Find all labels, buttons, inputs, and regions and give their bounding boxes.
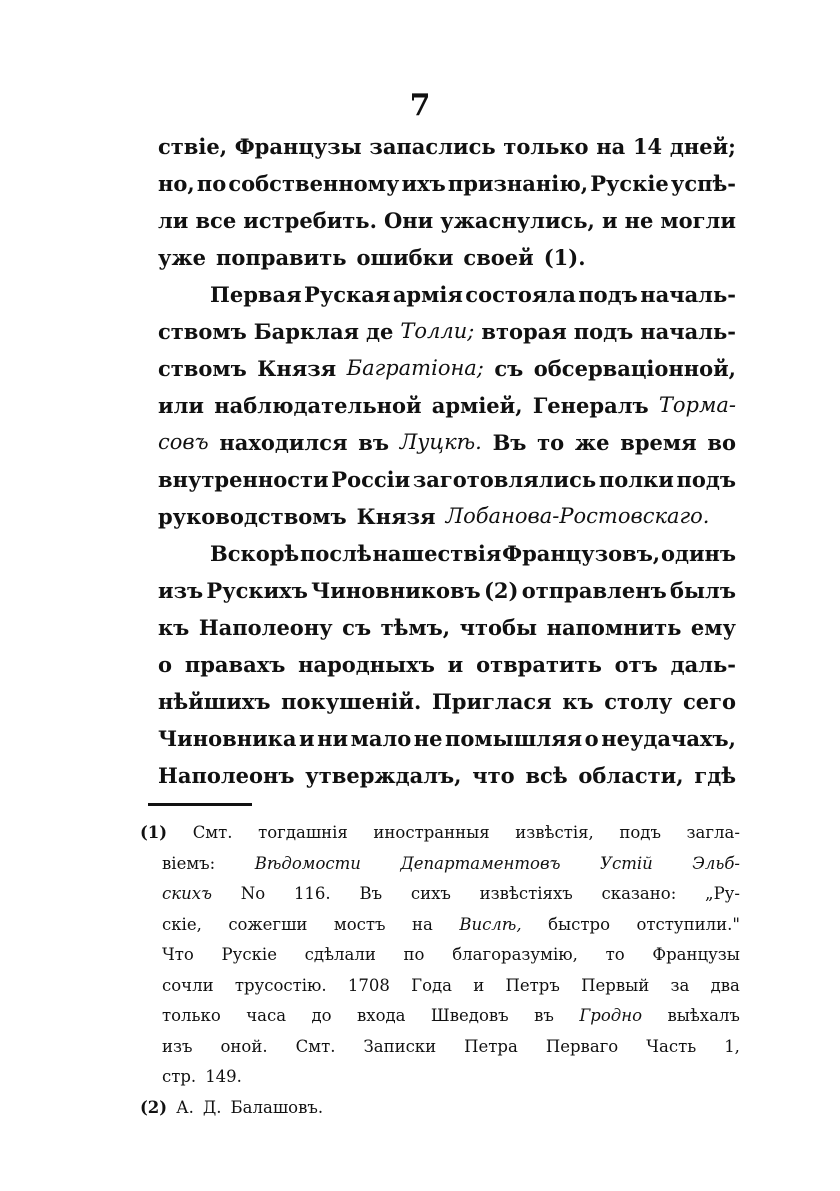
- body-word: Наполеону: [198, 615, 333, 640]
- body-word: могли: [660, 208, 736, 233]
- body-word: изъ: [158, 578, 204, 603]
- body-word: признанію,: [447, 171, 589, 196]
- body-word: (2): [483, 578, 519, 603]
- body-line: [158, 646, 736, 683]
- body-word: тѣмъ,: [380, 615, 451, 640]
- footnote-word: сочли: [162, 975, 214, 995]
- body-word: одинъ: [660, 541, 736, 566]
- body-word: Первая: [210, 282, 302, 307]
- body-word: 14: [632, 134, 663, 159]
- footnote-word: Смт.: [192, 823, 233, 842]
- footnote-line: [140, 879, 740, 910]
- page-number: 7: [409, 88, 431, 123]
- body-word: области,: [578, 763, 684, 788]
- footnote-line: [140, 818, 740, 849]
- body-word: ствіе,: [158, 134, 228, 159]
- footnote-word: Смт.: [295, 1036, 336, 1056]
- body-word: и: [601, 208, 618, 233]
- body-line: [158, 128, 736, 165]
- footnote-word: Балашовъ.: [230, 1097, 324, 1117]
- body-word: Россіи: [331, 467, 411, 492]
- body-line: [158, 202, 736, 239]
- body-word: только: [503, 134, 589, 159]
- body-word: ихъ: [401, 171, 446, 196]
- body-word: Чиновника: [158, 726, 297, 751]
- footnote-word: сказано:: [601, 884, 677, 903]
- body-word: напомнить: [546, 615, 682, 640]
- body-word: де: [366, 319, 394, 344]
- footnote-word: въ: [534, 1006, 554, 1025]
- body-word: въ: [358, 430, 389, 455]
- body-word: ни: [317, 726, 349, 751]
- footnote-word: стр.: [162, 1067, 197, 1086]
- body-word: утверждалъ,: [305, 763, 462, 788]
- body-word: Французовъ,: [502, 541, 661, 566]
- footnote-word: Шведовъ: [430, 1006, 509, 1025]
- body-word: даль-: [670, 652, 736, 677]
- footnote-word: и: [473, 975, 485, 995]
- body-word: Вскорѣ: [210, 541, 300, 566]
- body-word: началь-: [640, 282, 736, 307]
- footnote-word: по: [403, 945, 425, 964]
- body-word: о: [584, 726, 599, 751]
- body-word: дней;: [669, 134, 736, 159]
- body-word: Рускіе: [590, 171, 669, 196]
- footnote-word: быстро: [548, 914, 611, 934]
- body-word: мало: [350, 726, 412, 751]
- body-word: своей: [463, 245, 534, 270]
- body-word: и: [298, 726, 315, 751]
- footnote-line: [140, 1062, 740, 1093]
- body-word: уже: [158, 245, 207, 270]
- body-word: началь-: [640, 319, 736, 344]
- footnote-word: Что: [162, 945, 194, 964]
- body-word: народныхъ: [298, 652, 435, 677]
- body-word: по: [196, 171, 227, 196]
- body-word: наблюдательной: [214, 393, 422, 418]
- body-word: заготовлялись: [412, 467, 597, 492]
- body-word: собственному: [228, 171, 400, 196]
- footnote-word: часа: [246, 1006, 287, 1025]
- body-word: отъ: [614, 652, 658, 677]
- footnote-word: только: [162, 1006, 221, 1025]
- body-word: и: [447, 652, 464, 677]
- body-line: [158, 535, 736, 572]
- body-word: руководствомъ: [158, 504, 347, 529]
- body-word: армія: [392, 282, 463, 307]
- body-word: но,: [158, 171, 195, 196]
- body-word: не: [624, 208, 654, 233]
- body-line: [158, 757, 736, 794]
- body-word: обсерваціонной,: [533, 356, 736, 381]
- body-word: же: [574, 430, 610, 455]
- footnote-word: No: [240, 884, 266, 903]
- body-word: Барклая: [253, 319, 360, 344]
- footnote-word: отступили.": [636, 914, 740, 934]
- body-word: Толли;: [400, 319, 475, 343]
- body-word: неудачахъ,: [601, 726, 736, 751]
- footnote-word: скіе,: [162, 914, 202, 934]
- footnote-word: Д.: [202, 1097, 222, 1117]
- body-word: о: [158, 652, 173, 677]
- body-word: Луцкѣ.: [399, 430, 482, 454]
- body-word: Багратіона;: [346, 356, 484, 380]
- footnote-word: подъ: [619, 823, 661, 842]
- body-word: столу: [604, 689, 673, 714]
- body-word: гдѣ: [694, 763, 736, 788]
- footnote-word: оной.: [220, 1036, 268, 1056]
- footnote-word: Вислѣ,: [459, 914, 522, 934]
- body-word: на: [596, 134, 626, 159]
- body-word: чтобы: [459, 615, 538, 640]
- body-word: (1).: [543, 245, 586, 270]
- footnote-word: на: [412, 914, 433, 934]
- body-word: къ: [562, 689, 594, 714]
- footnote-word: за: [670, 975, 690, 995]
- footnote-word: Французы: [652, 945, 740, 964]
- body-line: [158, 165, 736, 202]
- footnote-word: иностранныя: [373, 823, 490, 842]
- body-word: ли: [158, 208, 189, 233]
- body-word: ему: [690, 615, 736, 640]
- body-word: находился: [219, 430, 348, 455]
- body-word: Французы: [234, 134, 362, 159]
- body-word: былъ: [670, 578, 736, 603]
- body-line: [158, 498, 736, 535]
- footnote-divider: [148, 803, 252, 806]
- body-word: Руская: [304, 282, 391, 307]
- body-word: или: [158, 393, 204, 418]
- footnote-word: Рускіе: [221, 945, 277, 964]
- body-word: ствомъ: [158, 356, 247, 381]
- body-word: полки: [598, 467, 674, 492]
- body-word: вторая: [481, 319, 567, 344]
- footnote-word: 149.: [205, 1067, 242, 1086]
- body-word: что: [472, 763, 515, 788]
- footnote-word: Петра: [464, 1036, 518, 1056]
- footnote-word: Года: [411, 975, 453, 995]
- body-word: во: [707, 430, 736, 455]
- body-word: Они: [383, 208, 434, 233]
- body-word: совъ: [158, 430, 209, 454]
- footnote-word: сдѣлали: [304, 945, 376, 964]
- body-word: истребить.: [243, 208, 377, 233]
- body-line: [158, 572, 736, 609]
- body-word: Въ: [492, 430, 527, 455]
- footnote-word: то: [605, 945, 625, 964]
- footnote-word: 116.: [293, 884, 331, 903]
- body-line: [158, 461, 736, 498]
- body-word: сего: [682, 689, 736, 714]
- body-word: Чиновниковъ: [311, 578, 481, 603]
- footnote-word: Въ: [359, 884, 383, 903]
- body-word: помышляя: [445, 726, 583, 751]
- body-word: Рускихъ: [206, 578, 308, 603]
- body-word: внутренности: [158, 467, 329, 492]
- body-line: [158, 683, 736, 720]
- footnote-word: 1708: [347, 975, 390, 995]
- footnote-line: [140, 849, 740, 880]
- footnote-word: Петръ: [505, 975, 560, 995]
- footnote-word: скихъ: [162, 884, 213, 903]
- body-word: не: [413, 726, 443, 751]
- body-word: Князя: [356, 504, 436, 529]
- footnote-word: Эльб-: [692, 853, 740, 873]
- footnote-word: Гродно: [579, 1006, 643, 1025]
- footnote-word: Вѣдомости: [254, 853, 361, 873]
- footnote-word: сожегши: [228, 914, 308, 934]
- footnote-line: [140, 940, 740, 971]
- body-word: къ: [158, 615, 190, 640]
- body-line: [158, 350, 736, 387]
- body-word: нашествія: [372, 541, 502, 566]
- body-word: время: [620, 430, 697, 455]
- body-word: подъ: [676, 467, 736, 492]
- body-word: покушеній.: [281, 689, 422, 714]
- footnote-word: (2): [140, 1097, 168, 1117]
- body-word: Торма-: [658, 393, 736, 417]
- footnote-word: выѣхалъ: [667, 1006, 740, 1025]
- body-word: правахъ: [184, 652, 286, 677]
- body-word: Наполеонъ: [158, 763, 295, 788]
- footnote-line: [140, 971, 740, 1002]
- body-line: [158, 424, 736, 461]
- footnote-word: загла-: [686, 823, 740, 842]
- body-word: запаслись: [369, 134, 496, 159]
- body-line: [158, 387, 736, 424]
- footnote-line: [140, 1001, 740, 1032]
- body-word: ствомъ: [158, 319, 247, 344]
- body-word: состояла: [465, 282, 576, 307]
- body-word: Князя: [257, 356, 337, 381]
- body-word: ошибки: [356, 245, 454, 270]
- body-line: [158, 276, 736, 313]
- body-line: [158, 609, 736, 646]
- body-word: то: [537, 430, 565, 455]
- footnote-word: трусостію.: [234, 975, 327, 995]
- footnote-word: извѣстія,: [515, 823, 594, 842]
- footnote-word: мостъ: [333, 914, 386, 934]
- body-word: съ: [342, 615, 372, 640]
- footnote-word: Перваго: [545, 1036, 619, 1056]
- footnote-line: [140, 910, 740, 941]
- footnotes: [140, 818, 740, 1123]
- body-word: всѣ: [525, 763, 568, 788]
- footnote-word: Первый: [581, 975, 650, 995]
- footnote-word: віемъ:: [162, 853, 216, 873]
- body-word: Генералъ: [532, 393, 649, 418]
- body-word: отправленъ: [521, 578, 667, 603]
- footnote-word: Департаментовъ: [400, 853, 561, 873]
- body-line: [158, 239, 736, 276]
- body-word: все: [195, 208, 237, 233]
- footnote-word: А.: [176, 1097, 194, 1117]
- footnote-word: два: [710, 975, 740, 995]
- footnote-word: благоразумію,: [452, 945, 578, 964]
- body-word: послѣ: [299, 541, 372, 566]
- footnote-word: сихъ: [410, 884, 451, 903]
- body-line: [158, 313, 736, 350]
- footnote-word: (1): [140, 823, 168, 842]
- body-word: подъ: [573, 319, 634, 344]
- body-word: арміей,: [431, 393, 523, 418]
- body-word: ужаснулись,: [440, 208, 595, 233]
- footnote-line: [140, 1032, 740, 1063]
- footnote-word: до: [311, 1006, 332, 1025]
- footnote-word: Часть: [646, 1036, 697, 1056]
- body-word: успѣ-: [670, 171, 736, 196]
- footnote-word: изъ: [162, 1036, 193, 1056]
- footnote-word: Записки: [363, 1036, 437, 1056]
- footnote-word: входа: [356, 1006, 406, 1025]
- body-line: [158, 720, 736, 757]
- body-word: поправить: [216, 245, 347, 270]
- body-word: нѣйшихъ: [158, 689, 271, 714]
- body-word: отвратить: [476, 652, 602, 677]
- footnote-line: [140, 1093, 740, 1124]
- body-word: подъ: [578, 282, 638, 307]
- footnote-word: извѣстіяхъ: [479, 884, 573, 903]
- footnote-word: тогдашнія: [258, 823, 348, 842]
- body-word: Приглася: [431, 689, 552, 714]
- body-word: Лобанова-Ростовскаго.: [445, 504, 710, 528]
- body-text: [158, 128, 736, 794]
- footnote-word: „Ру-: [705, 884, 740, 903]
- body-word: съ: [494, 356, 524, 381]
- footnote-word: 1,: [724, 1036, 740, 1056]
- footnote-word: Устій: [600, 853, 653, 873]
